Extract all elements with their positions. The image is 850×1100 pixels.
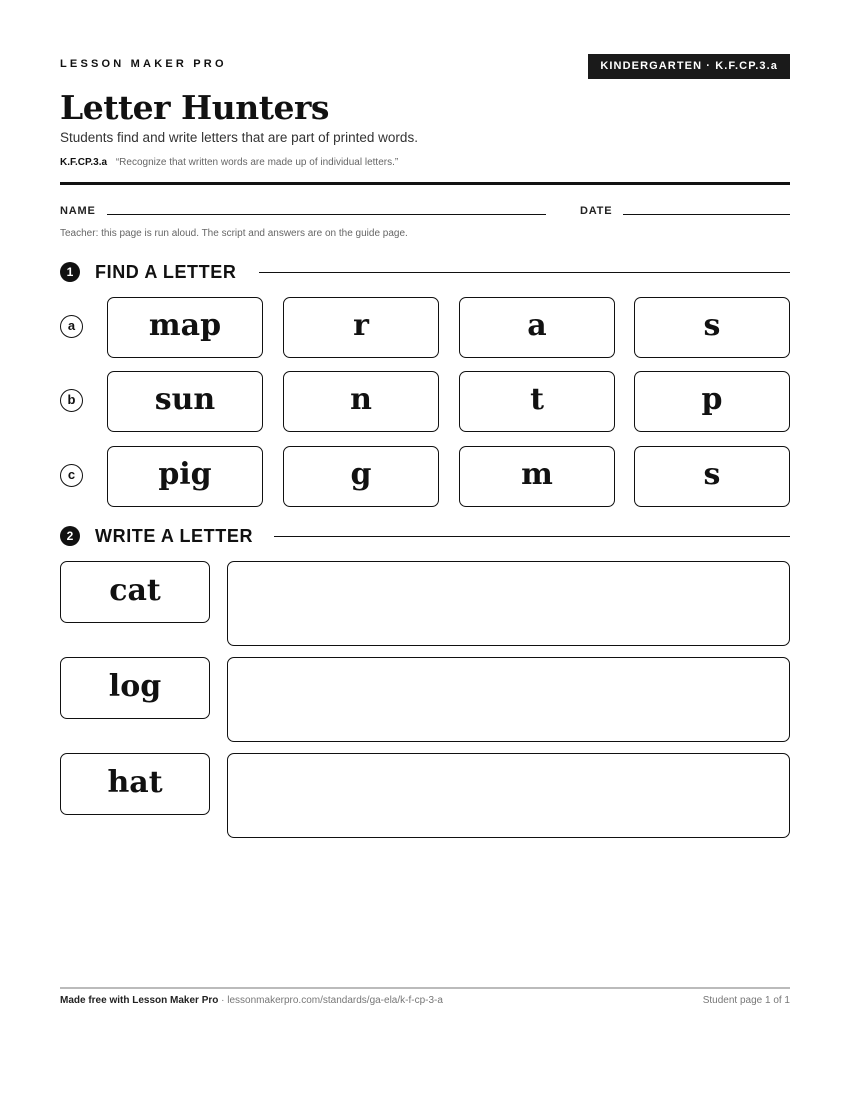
- section-rule: [259, 272, 790, 273]
- letter-choice[interactable]: n: [283, 371, 439, 432]
- standard-text: “Recognize that written words are made up of individual letters.”: [115, 157, 399, 168]
- row-label: c: [60, 464, 83, 487]
- footer-divider: [60, 987, 790, 989]
- section-number-badge: 1: [60, 262, 80, 282]
- section-rule: [274, 536, 790, 537]
- row-label: a: [60, 315, 83, 338]
- teacher-note: Teacher: this page is run aloud. The script and answers are on the guide page.: [60, 228, 408, 239]
- word-card: cat: [60, 561, 210, 623]
- date-label: DATE: [580, 205, 613, 217]
- section-title: WRITE A LETTER: [95, 526, 254, 546]
- find-row: [60, 446, 790, 508]
- footer-url: · lessonmakerpro.com/standards/ga-ela/k-f-cp-3-a: [218, 995, 443, 1006]
- letter-choice[interactable]: s: [634, 446, 790, 507]
- page-subtitle: Students find and write letters that are part of printed words.: [60, 130, 418, 145]
- standard-code: K.F.CP.3.a: [60, 157, 108, 168]
- header-divider: [60, 182, 790, 185]
- answer-box[interactable]: [227, 561, 790, 646]
- letter-choice[interactable]: t: [459, 371, 615, 432]
- answer-box[interactable]: [227, 753, 790, 838]
- answer-box[interactable]: [227, 657, 790, 742]
- letter-choice[interactable]: r: [283, 297, 439, 358]
- row-label: b: [60, 389, 83, 412]
- word-card: hat: [60, 753, 210, 815]
- grade-standard-badge: KINDERGARTEN · K.F.CP.3.a: [588, 54, 790, 79]
- worksheet-page: [60, 0, 790, 1100]
- page-title: Letter Hunters: [60, 88, 329, 127]
- date-field[interactable]: [623, 214, 790, 215]
- section-number-badge: 2: [60, 526, 80, 546]
- find-row: [60, 297, 790, 359]
- letter-choice[interactable]: a: [459, 297, 615, 358]
- word-card: map: [107, 297, 263, 358]
- word-card: sun: [107, 371, 263, 432]
- brand-name: LESSON MAKER PRO: [60, 58, 227, 70]
- section-find-letter: [60, 260, 790, 284]
- letter-choice[interactable]: m: [459, 446, 615, 507]
- name-field[interactable]: [107, 214, 546, 215]
- word-card: log: [60, 657, 210, 719]
- section-write-letter: [60, 524, 790, 548]
- footer-credit: [60, 995, 443, 1006]
- name-label: NAME: [60, 205, 96, 217]
- letter-choice[interactable]: g: [283, 446, 439, 507]
- section-title: FIND A LETTER: [95, 262, 237, 282]
- footer-made-with: Made free with Lesson Maker Pro: [60, 995, 219, 1006]
- letter-choice[interactable]: p: [634, 371, 790, 432]
- word-card: pig: [107, 446, 263, 507]
- find-row: [60, 371, 790, 433]
- standard-line: [60, 157, 398, 168]
- page-number: Student page 1 of 1: [702, 995, 790, 1006]
- letter-choice[interactable]: s: [634, 297, 790, 358]
